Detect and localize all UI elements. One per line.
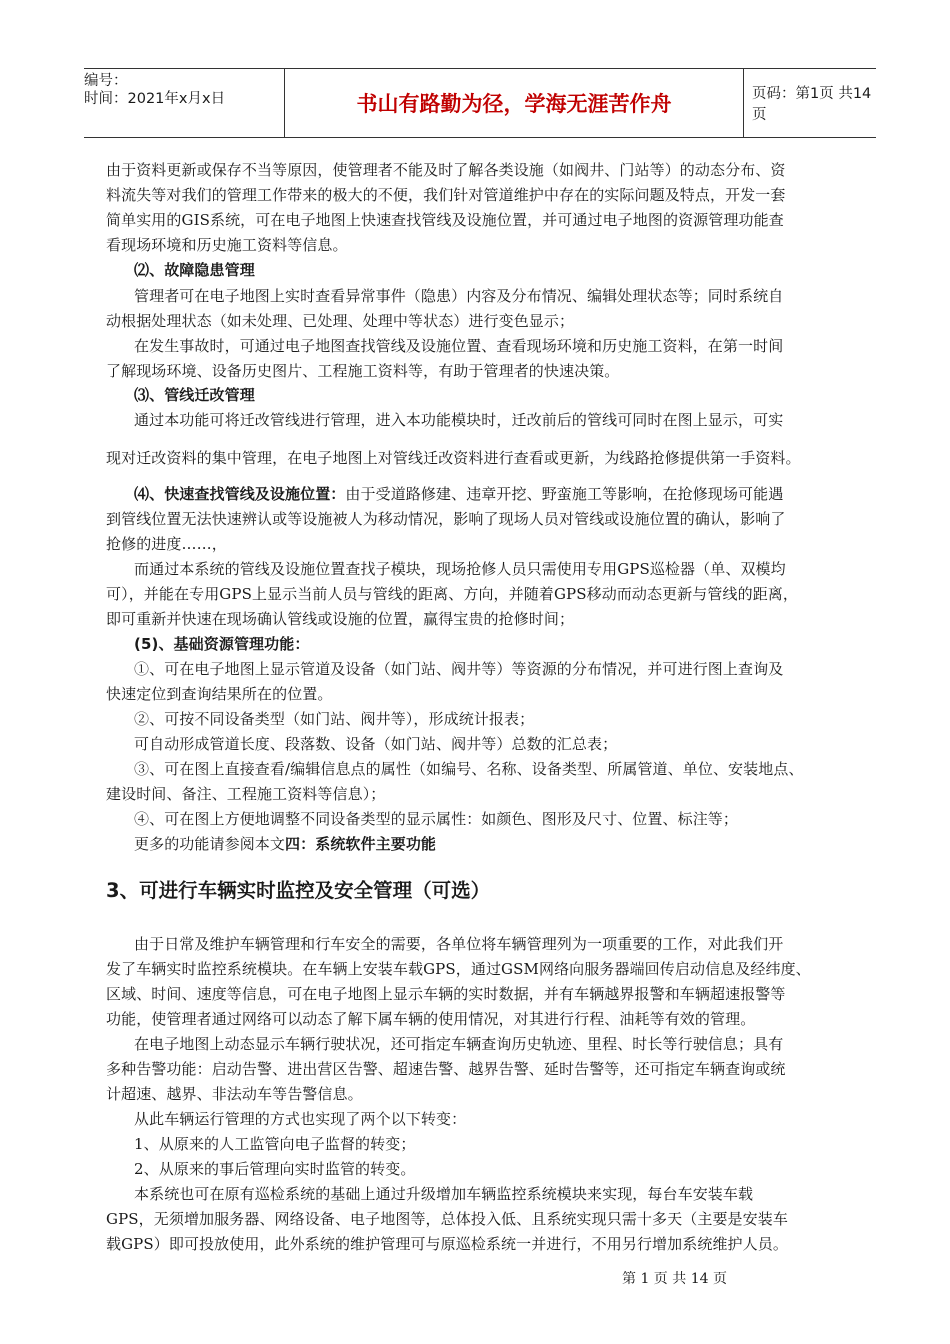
subheading-fault: ⑵、故障隐患管理	[134, 261, 255, 279]
body-line: GPS，无须增加服务器、网络设备、电子地图等，总体投入低、且系统实现只需十多天（主要是安装车	[106, 1210, 788, 1228]
body-line: 发了车辆实时监控系统模块。在车辆上安装车载GPS，通过GSM网络向服务器端回传启动信息及经纬度、	[106, 960, 811, 978]
body-line: 到管线位置无法快速辨认或等设施被人为移动情况，影响了现场人员对管线或设施位置的确认，影响了	[106, 510, 786, 528]
body-line: 由于日常及维护车辆管理和行车安全的需要，各单位将车辆管理列为一项重要的工作，对此我们开	[134, 935, 784, 953]
body-line: 即可重新并快速在现场确认管线或设施的位置，赢得宝贵的抢修时间；	[106, 610, 575, 628]
time-label: 时间：2021年x月x日	[84, 91, 226, 107]
body-line: ②、可按不同设备类型（如门站、阀井等），形成统计报表；	[134, 710, 535, 728]
body-line: 抢修的进度……，	[106, 535, 227, 553]
page-footer: 第 1 页 共 14 页	[622, 1271, 727, 1287]
body-line: 料流失等对我们的管理工作带来的极大的不便，我们针对管道维护中存在的实际问题及特点，开发一套	[106, 186, 786, 204]
body-line: 1、从原来的人工监管向电子监督的转变；	[134, 1135, 416, 1153]
header-meta	[84, 69, 284, 140]
body-line: 在发生事故时，可通过电子地图查找管线及设施位置、查看现场环境和历史施工资料，在第一时间	[134, 337, 784, 355]
number-label: 编号：	[84, 73, 128, 89]
body-line: ④、可在图上方便地调整不同设备类型的显示属性：如颜色、图形及尺寸、位置、标注等；	[134, 810, 739, 828]
reference-link-text: 四：系统软件主要功能	[285, 835, 437, 853]
subheading-resources: (5)、基础资源管理功能：	[134, 635, 310, 653]
body-line: 载GPS）即可投放使用，此外系统的维护管理可与原巡检系统一并进行，不用另行增加系统维护人员。	[106, 1235, 788, 1253]
body-line: ③、可在图上直接查看/编辑信息点的属性（如编号、名称、设备类型、所属管道、单位、安装地点、	[134, 760, 804, 778]
body-line: 区域、时间、速度等信息，可在电子地图上显示车辆的实时数据，并有车辆越界报警和车辆超速报警等	[106, 985, 786, 1003]
body-line: 多种告警功能：启动告警、进出营区告警、超速告警、越界告警、延时告警等，还可指定车辆查询或统	[106, 1060, 786, 1078]
body-line: 而通过本系统的管线及设施位置查找子模块，现场抢修人员只需使用专用GPS巡检器（单、双模均	[134, 560, 786, 578]
body-line: 在电子地图上动态显示车辆行驶状况，还可指定车辆查询历史轨迹、里程、时长等行驶信息；具有	[134, 1035, 784, 1053]
body-line: 通过本功能可将迁改管线进行管理，进入本功能模块时，迁改前后的管线可同时在图上显示，可实	[134, 411, 784, 429]
body-line: 2、从原来的事后管理向实时监管的转变。	[134, 1160, 416, 1178]
body-line: 计超速、越界、非法动车等告警信息。	[106, 1085, 363, 1103]
subheading-locate: ⑷、快速查找管线及设施位置：	[134, 485, 346, 503]
body-line: 功能，使管理者通过网络可以动态了解下属车辆的使用情况，对其进行行程、油耗等有效的管理。	[106, 1010, 756, 1028]
body-line: 由于资料更新或保存不当等原因，使管理者不能及时了解各类设施（如阀井、门站等）的动态分布、资	[106, 161, 786, 179]
body-line: 建设时间、备注、工程施工资料等信息）；	[106, 785, 386, 803]
body-line: 管理者可在电子地图上实时查看异常事件（隐患）内容及分布情况、编辑处理状态等；同时系统自	[134, 287, 784, 305]
section-title: 3、可进行车辆实时监控及安全管理（可选）	[106, 879, 491, 902]
header-page-label: 页码：第1页 共14页	[752, 86, 872, 123]
body-line: 简单实用的GIS系统，可在电子地图上快速查找管线及设施位置，并可通过电子地图的资源管理功能查	[106, 211, 784, 229]
page-header	[84, 68, 876, 138]
subheading-relocation: ⑶、管线迁改管理	[134, 386, 255, 404]
body-line: 了解现场环境、设备历史图片、工程施工资料等，有助于管理者的快速决策。	[106, 362, 620, 380]
body-line: 动根据处理状态（如未处理、已处理、处理中等状态）进行变色显示；	[106, 312, 575, 330]
body-line: 从此车辆运行管理的方式也实现了两个以下转变：	[134, 1110, 467, 1128]
reference-line: 更多的功能请参阅本文四：系统软件主要功能	[134, 835, 437, 853]
body-line: 看现场环境和历史施工资料等信息。	[106, 236, 348, 254]
body-line: 本系统也可在原有巡检系统的基础上通过升级增加车辆监控系统模块来实现，每台车安装车载	[134, 1185, 754, 1203]
body-line: 可自动形成管道长度、段落数、设备（如门站、阀井等）总数的汇总表；	[134, 735, 618, 753]
body-line: 可），并能在专用GPS上显示当前人员与管线的距离、方向，并随着GPS移动而动态更新与管线的距离，	[106, 585, 799, 603]
body-line: 现对迁改资料的集中管理，在电子地图上对管线迁改资料进行查看或更新，为线路抢修提供第一手资料。	[106, 449, 801, 467]
body-line-with-heading: ⑷、快速查找管线及设施位置：由于受道路修建、违章开挖、野蛮施工等影响，在抢修现场可能遇	[134, 485, 784, 503]
body-line: ①、可在电子地图上显示管道及设备（如门站、阀井等）等资源的分布情况，并可进行图上查询及	[134, 660, 784, 678]
header-motto: 书山有路勤为径，学海无涯苦作舟	[284, 69, 744, 137]
body-line: 快速定位到查询结果所在的位置。	[106, 685, 333, 703]
